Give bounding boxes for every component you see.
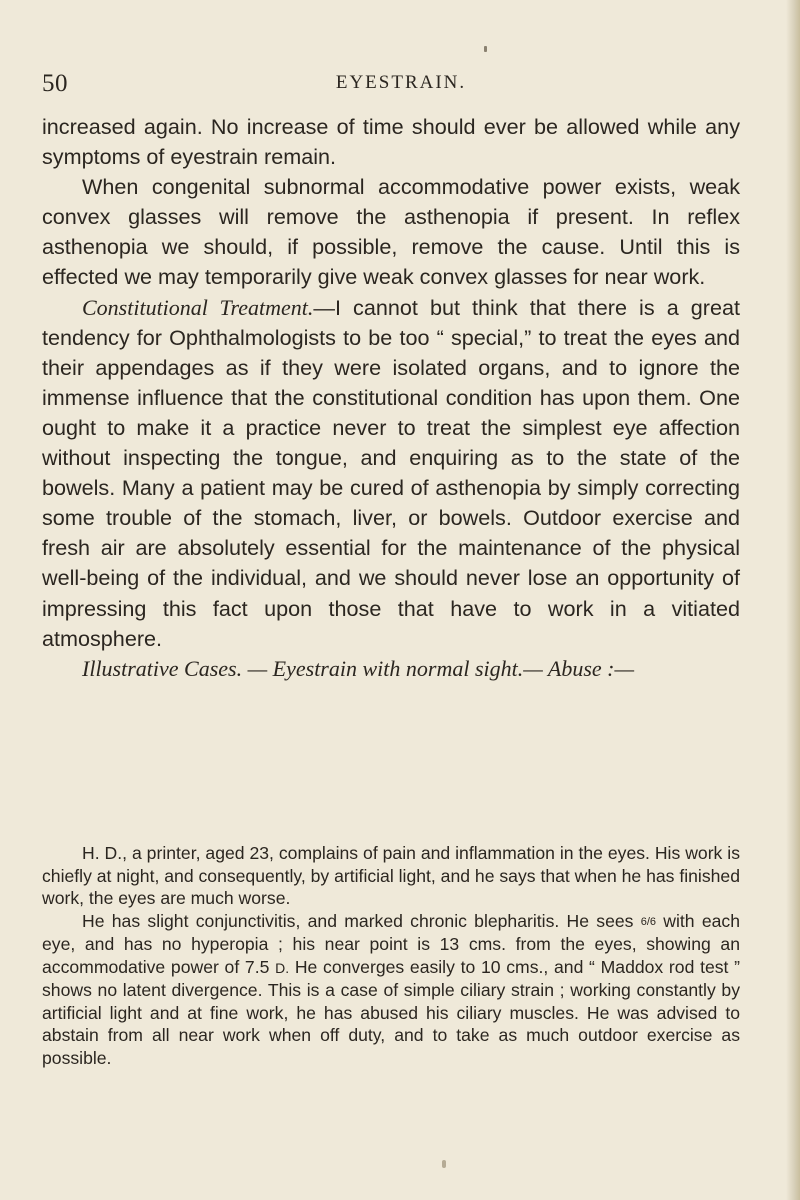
visual-acuity-fraction: 6/6 — [640, 915, 657, 928]
case-2-paragraph — [42, 910, 740, 1070]
constitutional-treatment-heading: Constitutional Treatment. — [82, 294, 314, 320]
running-title: EYESTRAIN. — [335, 72, 467, 93]
main-text — [42, 112, 740, 684]
print-mark-bottom — [442, 1160, 446, 1168]
page-edge-shadow — [786, 0, 800, 1200]
paragraph-2: When congenital subnormal accommodative power exists, weak convex glasses will remove the asthenopia if present. In reflex asthenopia we should, if possible, remove the cause. Until this is effected we may temporarily give weak convex glasses for near work. — [42, 174, 740, 290]
page-header — [42, 70, 742, 106]
page-number: 50 — [42, 70, 68, 97]
case-reports — [42, 842, 740, 1069]
case-2-part-c: He converges easily to 10 cms., and “ Maddox rod test ” shows no latent divergence. This is a case of simple ciliary strain ; working constantly by artificial light and at fine work, he has abused his ciliary muscles. He was advised to abstain from all near work when off duty, and to take as much outdoor exercise as possible. — [42, 956, 740, 1068]
paragraph-3 — [42, 293, 740, 654]
illustrative-cases-heading — [42, 654, 740, 684]
paragraph-3-body: —I cannot but think that there is a great tendency for Ophthalmologists to be too “ special,” to treat the eyes and their appendages as if they were isolated organs, and to ignore the immense influence that the constitutional condition has upon them. One ought to make it a practice never to treat the simplest eye affection without inspecting the tongue, and enquiring as to the state of the bowels. Many a patient may be cured of asthenopia by simply correcting some trouble of the stomach, liver, or bowels. Outdoor exercise and fresh air are absolutely essential for the maintenance of the physical well-being of the individual, and we should never lose an opportunity of impressing this fact upon those that have to work in a vitiated atmosphere. — [42, 294, 740, 651]
case-2-part-a: He has slight conjunctivitis, and marked chronic blepharitis. He sees — [82, 910, 641, 931]
paragraph-1: increased again. No increase of time should ever be allowed while any symptoms of eyestrain remain. — [42, 114, 740, 170]
diopter-unit: D. — [275, 959, 290, 976]
case-2-part-b: with each eye, and has no hyperopia ; his near point is 13 cms. from the eyes, showing an accommodative power of 7.5 — [42, 910, 740, 977]
print-mark — [484, 46, 487, 52]
illustrative-cases-heading-text: Illustrative Cases. — Eyestrain with normal sight.— Abuse :— — [82, 655, 635, 681]
case-1-paragraph: H. D., a printer, aged 23, complains of pain and inflammation in the eyes. His work is chiefly at night, and consequently, by artificial light, and he says that when he has finished work, the eyes are much worse. — [42, 843, 740, 908]
